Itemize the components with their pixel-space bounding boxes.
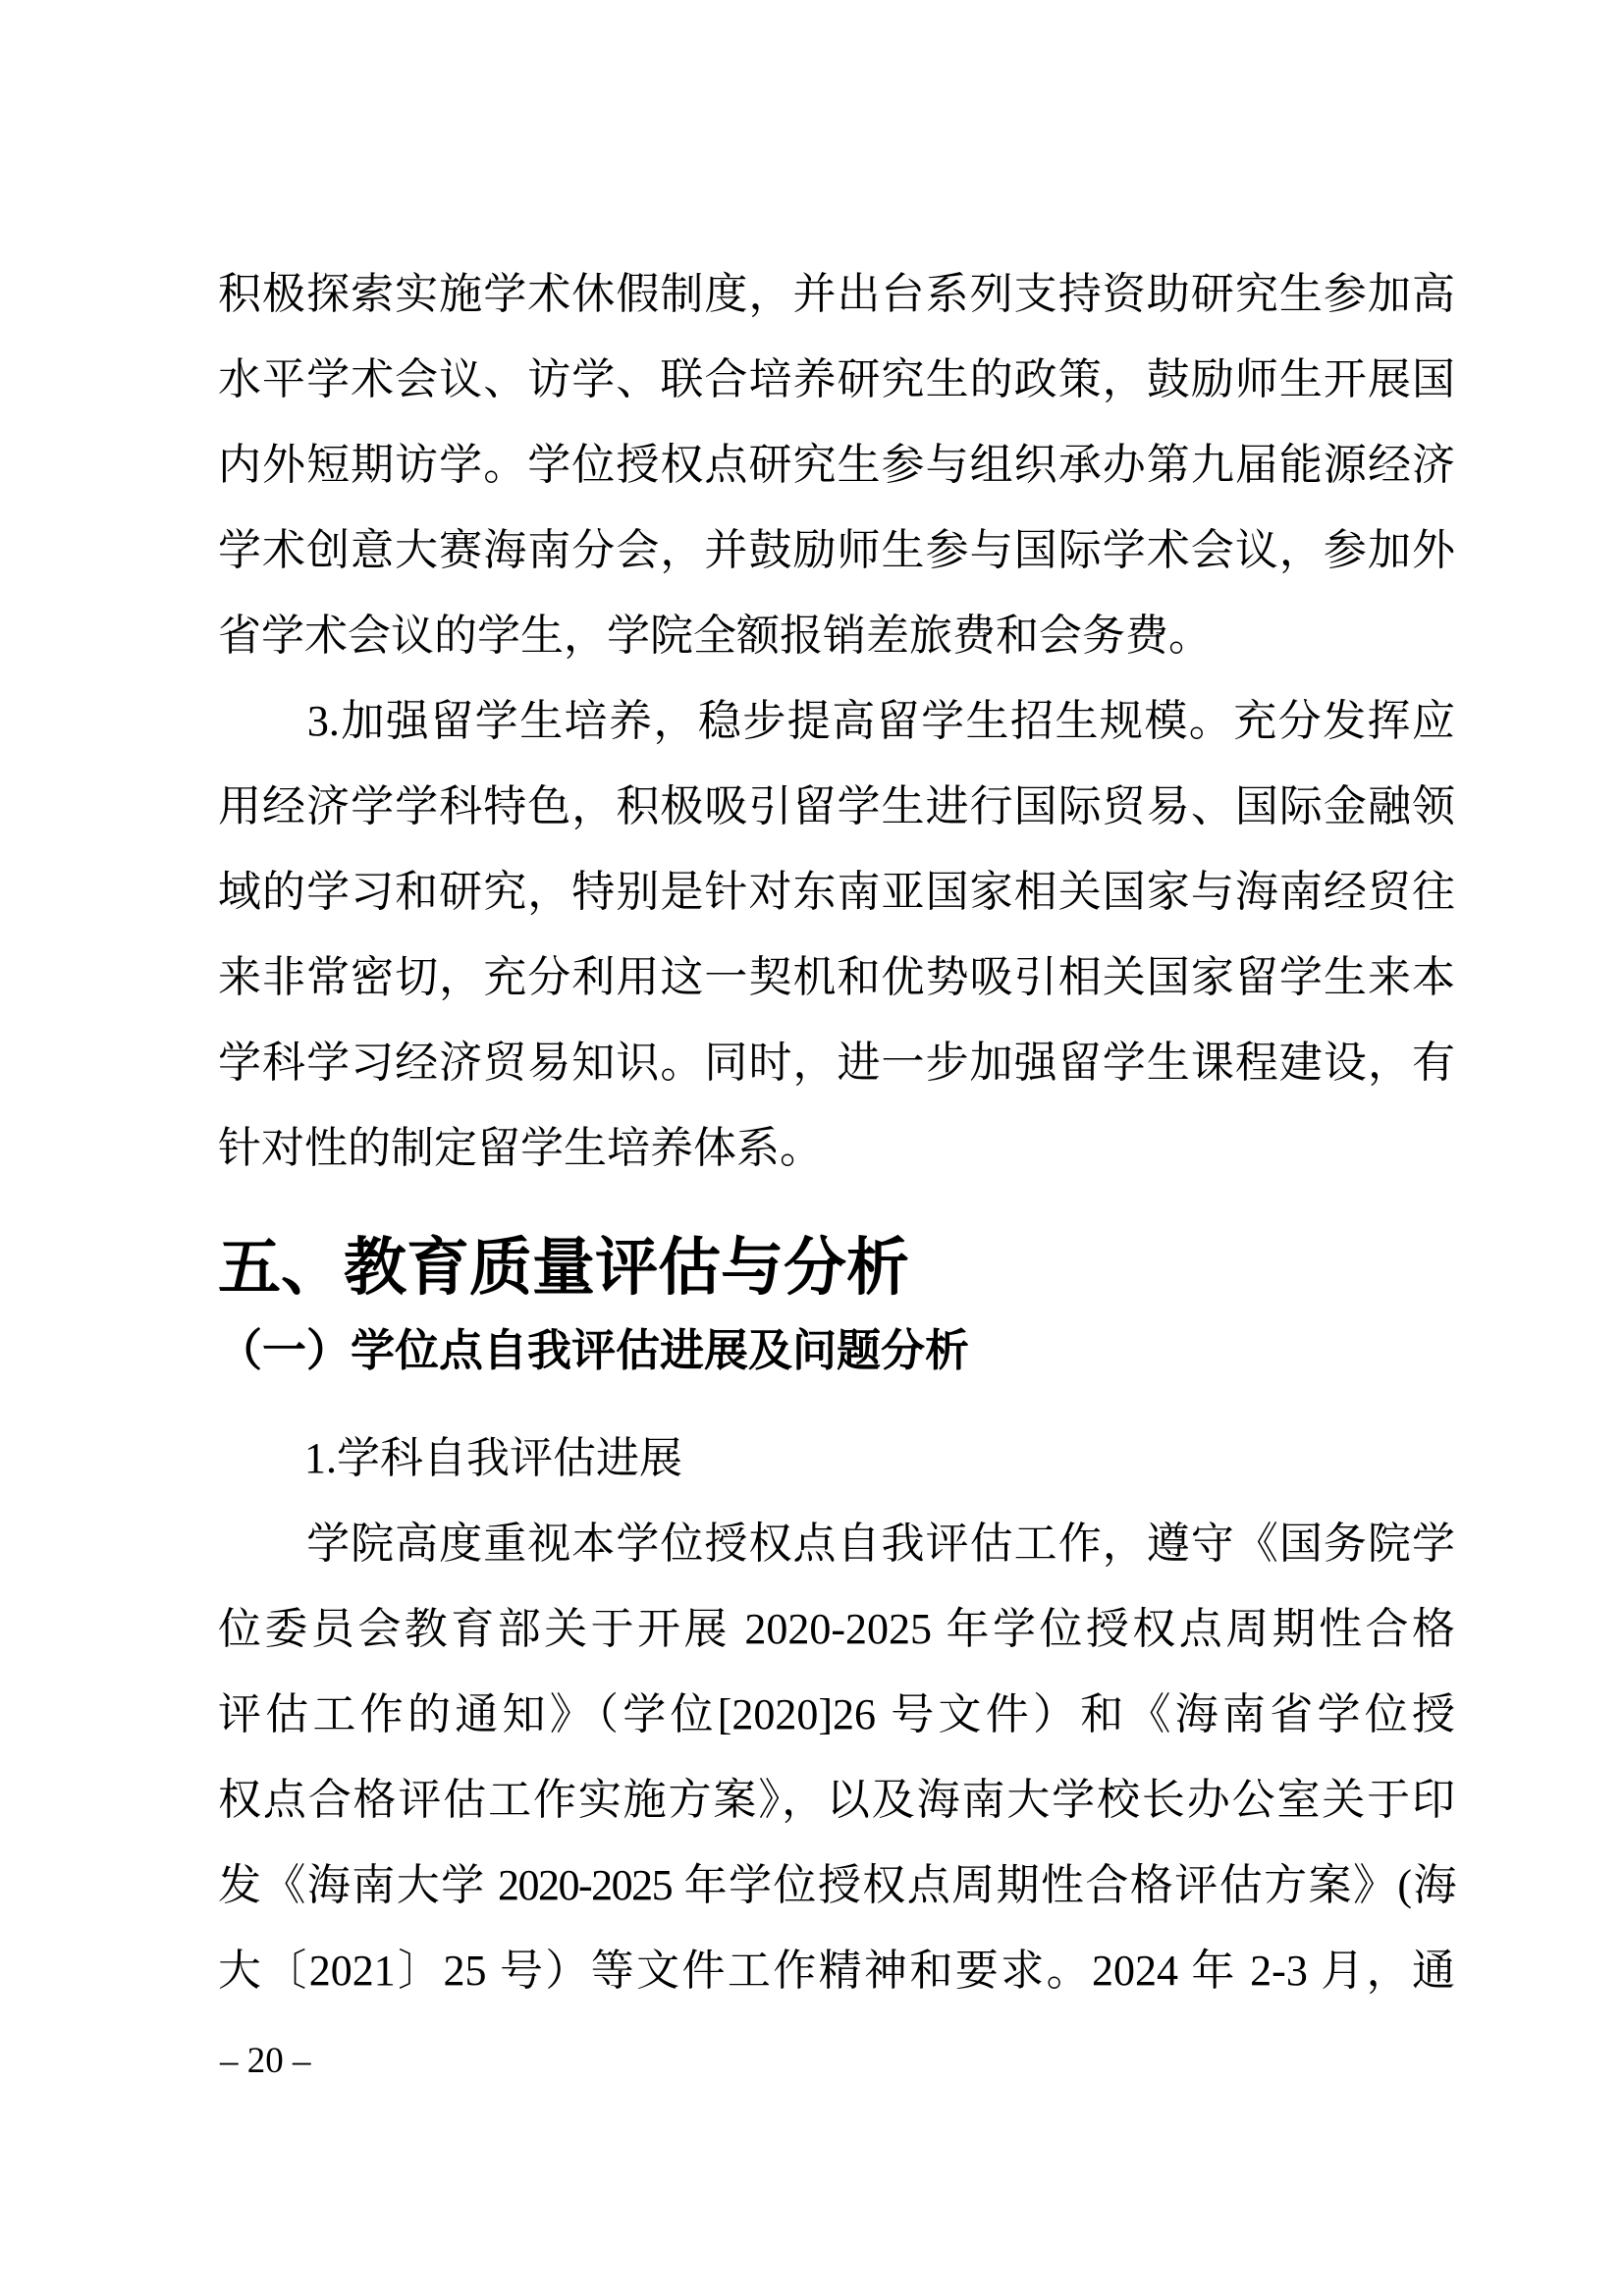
document-body [218,251,1455,2013]
page-number: – 20 – [220,2041,311,2081]
body-line: 积极探索实施学术休假制度，并出台系列支持资助研究生参加高 [218,270,1455,318]
body-line: 针对性的制定留学生培养体系。 [218,1124,823,1172]
body-line: 位委员会教育部关于开展 2020-2025 年学位授权点周期性合格 [218,1605,1455,1653]
body-line: 用经济学学科特色，积极吸引留学生进行国际贸易、国际金融领 [218,782,1455,830]
numbered-item-heading: 1.学科自我评估进展 [218,1434,682,1482]
body-line: 域的学习和研究，特别是针对东南亚国家相关国家与海南经贸往 [218,868,1455,916]
body-line: 学科学习经济贸易知识。同时，进一步加强留学生课程建设，有 [218,1039,1455,1087]
paragraph-continuation [218,251,1455,678]
body-line: 评估工作的通知》（学位[2020]26 号文件）和《海南省学位授 [218,1690,1455,1738]
paragraph-item-3 [218,678,1455,1191]
body-line: 权点合格评估工作实施方案》，以及海南大学校长办公室关于印 [218,1776,1455,1824]
body-line: 省学术会议的学生，学院全额报销差旅费和会务费。 [218,612,1212,660]
body-line: 发《海南大学 2020-2025 年学位授权点周期性合格评估方案》(海 [218,1861,1455,1909]
subsection-heading: （一）学位点自我评估进展及问题分析 [218,1325,970,1375]
body-line: 3.加强留学生培养，稳步提高留学生招生规模。充分发挥应 [218,697,1455,745]
body-line: 来非常密切，充分利用这一契机和优势吸引相关国家留学生来本 [218,953,1455,1001]
body-line: 水平学术会议、访学、联合培养研究生的政策，鼓励师生开展国 [218,355,1455,403]
paragraph-assessment [218,1501,1455,2013]
body-line: 内外短期访学。学位授权点研究生参与组织承办第九届能源经济 [218,441,1455,489]
body-line: 大〔2021〕25 号）等文件工作精神和要求。2024 年 2-3 月，通 [218,1947,1455,1995]
body-line: 学术创意大赛海南分会，并鼓励师生参与国际学术会议，参加外 [218,526,1455,574]
body-line: 学院高度重视本学位授权点自我评估工作，遵守《国务院学 [218,1520,1455,1568]
section-heading: 五、教育质量评估与分析 [218,1232,909,1303]
